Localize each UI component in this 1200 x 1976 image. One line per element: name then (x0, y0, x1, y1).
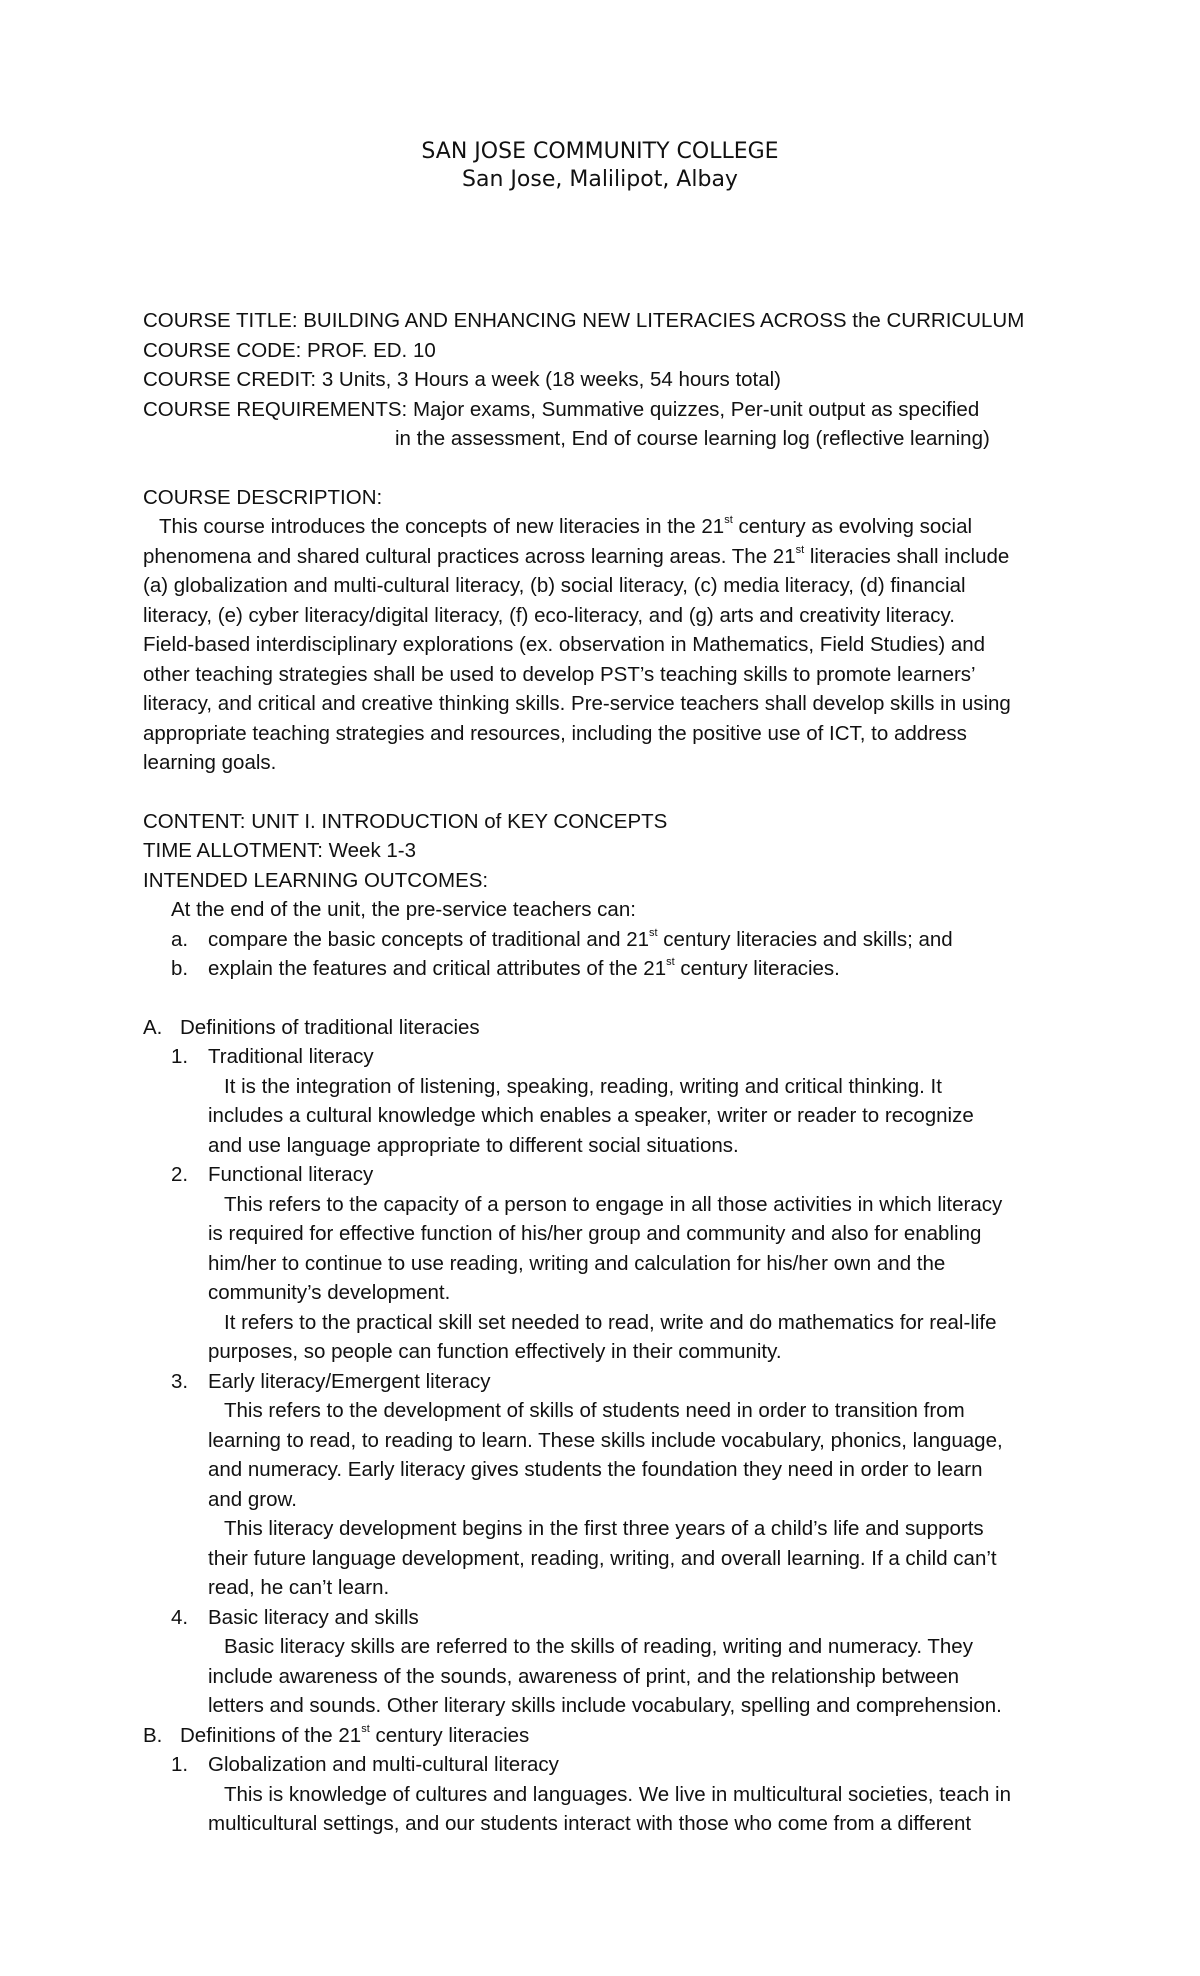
outcome-item: b. explain the features and critical attributes of the 21st century literacies. (171, 956, 840, 980)
intended-learning-outcomes-label: INTENDED LEARNING OUTCOMES: (143, 868, 489, 892)
item-text-line: letters and sounds. Other literary skills include vocabulary, spelling and comprehension. (208, 1694, 1002, 1717)
item-text-line: him/her to continue to use reading, writing and calculation for his/her own and the (208, 1251, 946, 1275)
item-text-line: This refers to the capacity of a person to engage in all those activities in which literacy (224, 1192, 1003, 1216)
course-description-paragraph (143, 512, 1083, 778)
time-allotment: TIME ALLOTMENT: Week 1-3 (143, 839, 417, 862)
description-line: (a) globalization and multi-cultural literacy, (b) social literacy, (c) media literacy, (d) financial (143, 574, 966, 597)
course-requirements-continued: in the assessment, End of course learning log (reflective learning) (395, 427, 990, 450)
item-text-line: It is the integration of listening, speaking, reading, writing and critical thinking. It (224, 1074, 942, 1098)
item-text-line: read, he can’t learn. (208, 1576, 390, 1599)
description-line: phenomena and shared cultural practices across learning areas. The 21st literacies shall include (143, 543, 1010, 568)
section-a-item-title: 3. Early literacy/Emergent literacy (171, 1369, 491, 1393)
description-line: This course introduces the concepts of new literacies in the 21st century as evolving social (159, 514, 973, 538)
institution-name: SAN JOSE COMMUNITY COLLEGE (421, 139, 779, 164)
item-text-line: purposes, so people can function effectively in their community. (208, 1340, 782, 1363)
item-text-line: community’s development. (208, 1281, 451, 1304)
description-line: Field-based interdisciplinary explorations (ex. observation in Mathematics, Field Studies) and (143, 633, 986, 656)
item-text-line: and numeracy. Early literacy gives students the foundation they need in order to learn (208, 1458, 983, 1481)
description-line: other teaching strategies shall be used to develop PST’s teaching skills to promote learners’ (143, 662, 976, 686)
course-title: COURSE TITLE: BUILDING AND ENHANCING NEW LITERACIES ACROSS the CURRICULUM (143, 309, 1025, 332)
course-description-label: COURSE DESCRIPTION: (143, 485, 383, 509)
institution-address: San Jose, Malilipot, Albay (462, 167, 738, 192)
section-b-heading: B. Definitions of the 21st century literacies (143, 1722, 530, 1747)
description-line: learning goals. (143, 751, 277, 774)
document-header (0, 138, 1200, 194)
item-text-line: and grow. (208, 1487, 297, 1511)
description-line: appropriate teaching strategies and resources, including the positive use of ICT, to address (143, 721, 967, 745)
course-code: COURSE CODE: PROF. ED. 10 (143, 338, 436, 362)
item-text-line: includes a cultural knowledge which enables a speaker, writer or reader to recognize (208, 1104, 974, 1127)
section-a-item-title: 1. Traditional literacy (171, 1045, 374, 1068)
item-text-line: and use language appropriate to different social situations. (208, 1133, 739, 1157)
item-text-line: This literacy development begins in the first three years of a child’s life and supports (224, 1517, 984, 1540)
description-line: literacy, (e) cyber literacy/digital literacy, (f) eco-literacy, and (g) arts and creativity literacy. (143, 603, 955, 627)
ilo-intro: At the end of the unit, the pre-service teachers can: (171, 898, 636, 921)
item-text-line: learning to read, to reading to learn. These skills include vocabulary, phonics, language, (208, 1428, 1003, 1452)
description-line: literacy, and critical and creative thinking skills. Pre-service teachers shall develop skills in using (143, 692, 1011, 715)
item-text-line: Basic literacy skills are referred to the skills of reading, writing and numeracy. They (224, 1635, 973, 1658)
item-text-line: It refers to the practical skill set needed to read, write and do mathematics for real-life (224, 1310, 997, 1334)
item-text-line: is required for effective function of his/her group and community and also for enabling (208, 1222, 982, 1245)
section-b-item-title: 1. Globalization and multi-cultural literacy (171, 1753, 559, 1776)
course-requirements: COURSE REQUIREMENTS: Major exams, Summative quizzes, Per-unit output as specified (143, 397, 980, 421)
item-text-line: This is knowledge of cultures and languages. We live in multicultural societies, teach in (224, 1782, 1011, 1806)
item-text-line: This refers to the development of skills of students need in order to transition from (224, 1399, 965, 1422)
document-body (143, 306, 1083, 1839)
section-a-item-title: 2. Functional literacy (171, 1163, 374, 1186)
item-text-line: multicultural settings, and our students interact with those who come from a different (208, 1812, 972, 1835)
item-text-line: their future language development, reading, writing, and overall learning. If a child can’t (208, 1546, 997, 1570)
item-text-line: include awareness of the sounds, awareness of print, and the relationship between (208, 1664, 960, 1688)
section-a-heading: A. Definitions of traditional literacies (143, 1015, 480, 1039)
outcome-item: a. compare the basic concepts of traditional and 21st century literacies and skills; and (171, 926, 953, 951)
course-credit: COURSE CREDIT: 3 Units, 3 Hours a week (18 weeks, 54 hours total) (143, 368, 782, 391)
unit-content: CONTENT: UNIT I. INTRODUCTION of KEY CONCEPTS (143, 809, 668, 833)
section-a-item-title: 4. Basic literacy and skills (171, 1605, 419, 1629)
